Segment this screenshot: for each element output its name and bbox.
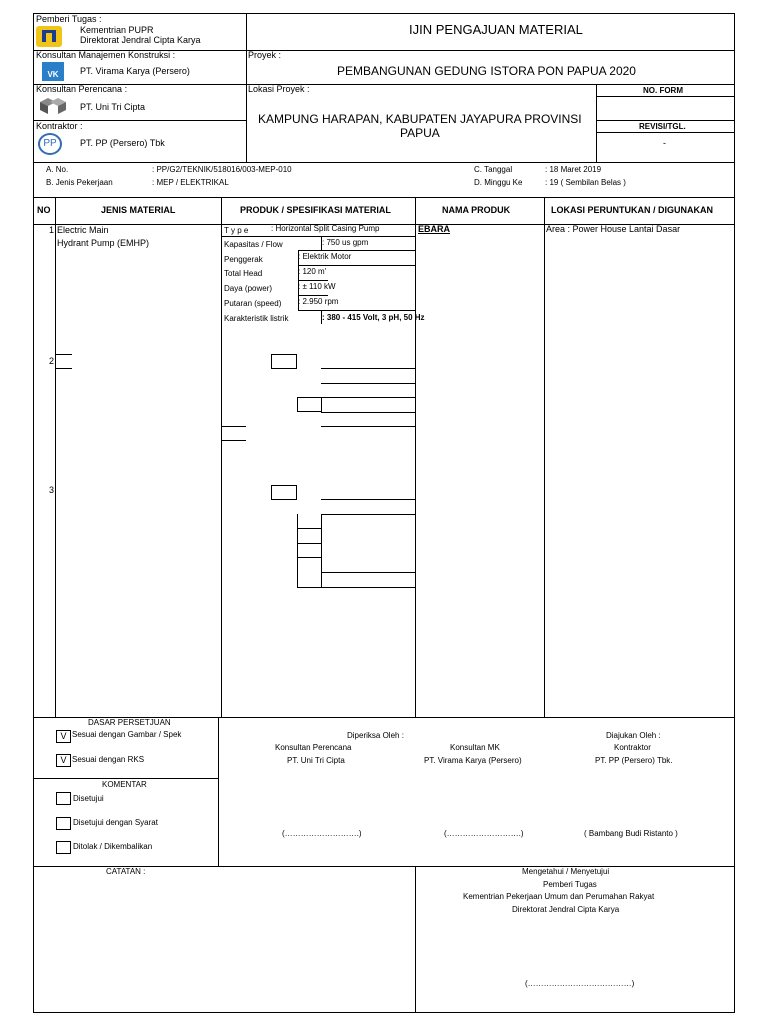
info-a-label: A. No. bbox=[46, 165, 69, 174]
kontraktor-name: PT. PP (Persero) Tbk bbox=[80, 138, 165, 148]
spec-line bbox=[221, 236, 415, 237]
info-a-value: : PP/G2/TEKNIK/518016/003-MEP-010 bbox=[152, 165, 292, 174]
spec-speed-value: : 2.950 rpm bbox=[298, 297, 339, 306]
uni-tri-cipta-logo bbox=[38, 96, 68, 116]
mk-label: Konsultan Manajemen Konstruksi : bbox=[36, 50, 176, 60]
spec-line bbox=[321, 383, 415, 384]
divider bbox=[33, 778, 218, 779]
row3-no: 3 bbox=[49, 485, 55, 495]
pupr-logo bbox=[36, 26, 62, 47]
divider bbox=[415, 197, 416, 717]
spec-speed-label: Putaran (speed) bbox=[224, 299, 282, 308]
divider bbox=[33, 162, 735, 163]
perencana-label: Konsultan Perencana : bbox=[36, 84, 128, 94]
col-header-product: NAMA PRODUK bbox=[442, 205, 511, 215]
spec-line bbox=[298, 295, 328, 296]
vk-logo bbox=[42, 62, 64, 81]
spec-line bbox=[321, 310, 322, 324]
no-form-label: NO. FORM bbox=[643, 86, 683, 95]
info-b-value: : MEP / ELEKTRIKAL bbox=[152, 178, 229, 187]
komentar-opt-1: Disetujui bbox=[73, 794, 104, 803]
spec-line bbox=[298, 265, 415, 266]
komentar-check-1[interactable] bbox=[56, 792, 71, 805]
mk-name: PT. Virama Karya (Persero) bbox=[80, 66, 190, 76]
catatan-label: CATATAN : bbox=[106, 867, 146, 876]
spec-type-value: : Horizontal Split Casing Pump bbox=[271, 224, 380, 233]
komentar-title: KOMENTAR bbox=[102, 780, 147, 789]
spec-line bbox=[298, 280, 328, 281]
spec-line bbox=[298, 250, 299, 310]
spec-line bbox=[221, 440, 246, 441]
spec-line bbox=[55, 354, 72, 355]
info-b-label: B. Jenis Pekerjaan bbox=[46, 178, 113, 187]
footer-pemberi: Pemberi Tugas bbox=[543, 880, 597, 889]
check-mark-icon: V bbox=[60, 755, 67, 765]
spec-head-value: : 120 m' bbox=[298, 267, 327, 276]
dasar-item-1: Sesuai dengan Gambar / Spek bbox=[72, 730, 182, 739]
divider bbox=[596, 132, 735, 133]
spec-line bbox=[321, 514, 415, 515]
col-header-material: JENIS MATERIAL bbox=[101, 205, 176, 215]
spec-line bbox=[298, 310, 415, 311]
check-mark-icon: V bbox=[60, 731, 67, 741]
spec-line bbox=[297, 528, 321, 529]
perencana-name: PT. Uni Tri Cipta bbox=[80, 102, 146, 112]
divider bbox=[596, 120, 735, 121]
spec-line bbox=[321, 368, 415, 369]
kontraktor-label: Kontraktor : bbox=[36, 121, 83, 131]
form-title: IJIN PENGAJUAN MATERIAL bbox=[409, 22, 583, 37]
diajukan-label: Diajukan Oleh : bbox=[606, 731, 661, 740]
proyek-label: Proyek : bbox=[248, 50, 282, 60]
info-d-label: D. Minggu Ke bbox=[474, 178, 523, 187]
komentar-check-2[interactable] bbox=[56, 817, 71, 830]
sig-kontraktor-name: PT. PP (Persero) Tbk. bbox=[595, 756, 673, 765]
spec-line bbox=[321, 426, 415, 427]
komentar-opt-3: Ditolak / Dikembalikan bbox=[73, 842, 153, 851]
row1-location: Area : Power House Lantai Dasar bbox=[546, 224, 681, 234]
footer-direktorat: Direktorat Jendral Cipta Karya bbox=[512, 905, 620, 914]
divider bbox=[33, 197, 735, 198]
spec-line bbox=[321, 397, 415, 398]
lokasi-line2: PAPUA bbox=[400, 126, 440, 140]
divider bbox=[218, 717, 219, 866]
spec-line bbox=[321, 572, 415, 573]
spec-line bbox=[297, 514, 298, 587]
pemberi-tugas-line2: Direktorat Jendral Cipta Karya bbox=[80, 35, 201, 45]
col-header-no: NO bbox=[37, 205, 51, 215]
sig-kontraktor-role: Kontraktor bbox=[614, 743, 651, 752]
row1-material-line1: Electric Main bbox=[57, 225, 109, 235]
pp-logo-text: PP bbox=[43, 138, 57, 149]
dasar-title: DASAR PERSETJUAN bbox=[88, 718, 171, 727]
dasar-check-1[interactable] bbox=[56, 730, 71, 743]
spec-flow-value: : 750 us gpm bbox=[322, 238, 369, 247]
spec-head-label: Total Head bbox=[224, 269, 263, 278]
spec-line bbox=[221, 426, 246, 427]
sig-mk-dots: (……………………….) bbox=[444, 829, 524, 838]
lokasi-line1: KAMPUNG HARAPAN, KABUPATEN JAYAPURA PROVINSI bbox=[258, 112, 582, 126]
spec-line bbox=[297, 543, 321, 544]
komentar-opt-2: Disetujui dengan Syarat bbox=[73, 818, 158, 827]
proyek-name: PEMBANGUNAN GEDUNG ISTORA PON PAPUA 2020 bbox=[337, 64, 636, 78]
diperiksa-label: Diperiksa Oleh : bbox=[347, 731, 404, 740]
info-c-value: : 18 Maret 2019 bbox=[545, 165, 602, 174]
mengetahui-label: Mengetahui / Menyetujui bbox=[522, 867, 610, 876]
col-header-location: LOKASI PERUNTUKAN / DIGUNAKAN bbox=[551, 205, 713, 215]
row1-material-line2: Hydrant Pump (EMHP) bbox=[57, 238, 150, 248]
spec-cell bbox=[271, 354, 297, 369]
info-d-value: : 19 ( Sembilan Belas ) bbox=[545, 178, 626, 187]
footer-dots: (…………………………………) bbox=[525, 979, 635, 988]
spec-elec-value: : 380 - 415 Volt, 3 pH, 50 Hz bbox=[322, 313, 425, 322]
spec-line bbox=[321, 412, 415, 413]
divider bbox=[415, 866, 416, 1013]
spec-line bbox=[297, 587, 415, 588]
pp-logo bbox=[38, 133, 62, 155]
divider bbox=[596, 96, 735, 97]
divider bbox=[246, 13, 247, 163]
lokasi-label: Lokasi Proyek : bbox=[248, 84, 310, 94]
form-frame bbox=[33, 13, 735, 1013]
footer-kementrian: Kementrian Pekerjaan Umum dan Perumahan Rakyat bbox=[463, 892, 655, 901]
spec-line bbox=[321, 499, 415, 500]
spec-drive-value: : Elektrik Motor bbox=[298, 252, 352, 261]
spec-line bbox=[55, 368, 72, 369]
row1-product: EBARA bbox=[418, 224, 451, 234]
pemberi-tugas-line1: Kementrian PUPR bbox=[80, 25, 154, 35]
sig-mk-name: PT. Virama Karya (Persero) bbox=[424, 756, 522, 765]
spec-type-label: T y p e bbox=[224, 226, 249, 235]
col-header-spec: PRODUK / SPESIFIKASI MATERIAL bbox=[240, 205, 391, 215]
spec-drive-label: Penggerak bbox=[224, 255, 263, 264]
divider bbox=[33, 84, 735, 85]
komentar-check-3[interactable] bbox=[56, 841, 71, 854]
revisi-value: - bbox=[663, 138, 666, 148]
sig-kontraktor-signer: ( Bambang Budi Ristanto ) bbox=[584, 829, 678, 838]
pemberi-tugas-label: Pemberi Tugas : bbox=[36, 14, 102, 24]
spec-cell bbox=[297, 397, 322, 412]
divider bbox=[544, 197, 545, 717]
sig-perencana-dots: (……………………….) bbox=[282, 829, 362, 838]
dasar-check-2[interactable] bbox=[56, 754, 71, 767]
pupr-logo-icon bbox=[36, 26, 62, 47]
revisi-label: REVISI/TGL. bbox=[639, 122, 686, 131]
divider bbox=[221, 197, 222, 717]
info-c-label: C. Tanggal bbox=[474, 165, 513, 174]
sig-perencana-role: Konsultan Perencana bbox=[275, 743, 352, 752]
sig-perencana-name: PT. Uni Tri Cipta bbox=[287, 756, 345, 765]
row2-no: 2 bbox=[49, 356, 55, 366]
divider bbox=[55, 197, 56, 717]
spec-power-label: Daya (power) bbox=[224, 284, 273, 293]
spec-line bbox=[321, 236, 322, 250]
cubes-icon bbox=[38, 96, 68, 116]
spec-line bbox=[298, 250, 415, 251]
spec-cell bbox=[271, 485, 297, 500]
sig-mk-role: Konsultan MK bbox=[450, 743, 500, 752]
spec-elec-label: Karakteristik listrik bbox=[224, 314, 289, 323]
spec-line bbox=[297, 557, 321, 558]
dasar-item-2: Sesuai dengan RKS bbox=[72, 755, 145, 764]
row1-no: 1 bbox=[49, 225, 55, 235]
spec-flow-label: Kapasitas / Flow bbox=[224, 240, 283, 249]
spec-line bbox=[321, 514, 322, 588]
spec-power-value: : ± 110 kW bbox=[298, 282, 336, 291]
vk-logo-text: VK bbox=[47, 70, 59, 79]
